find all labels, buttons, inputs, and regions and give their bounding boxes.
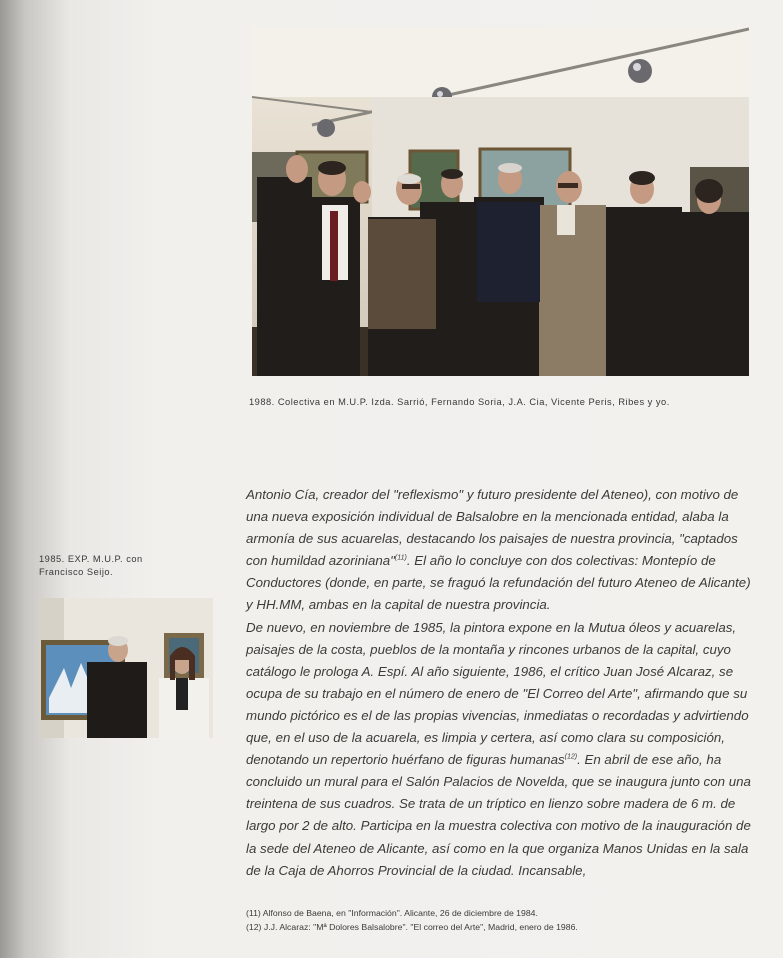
main-photo-caption: 1988. Colectiva en M.U.P. Izda. Sarrió, Fernando Soria, J.A. Cia, Vicente Peris, Ribes y yo. bbox=[249, 397, 670, 407]
body-paragraph-2-text: De nuevo, en noviembre de 1985, la pintora expone en la Mutua óleos y acuarelas, paisajes de la costa, pueblos de la montaña y rincones urbanos de la capital, cuyo catálogo le prologa A. Espí. Al año siguiente, 1986, el crítico Juan José Alcaraz, se ocupa de su trabajo en el número de enero de "El Correo del Arte", afirmando que su mundo pictórico es el de las propias vivencias, inmediatas o recordadas y advirtiendo que, en el uso de la acuarela, es limpia y certera, así como clara su composición, denotando un repertorio huérfano de figuras humanas bbox=[246, 619, 749, 768]
footnote-item bbox=[246, 920, 751, 934]
exhibition-1985-photo-image bbox=[39, 598, 213, 738]
body-text bbox=[246, 484, 751, 882]
footnote-marker: (11) bbox=[246, 908, 261, 918]
body-paragraph-1 bbox=[246, 484, 751, 617]
exhibition-group-photo-image bbox=[252, 27, 749, 376]
footnote-text: J.J. Alcaraz: "Mª Dolores Balsalobre". "El correo del Arte", Madrid, enero de 1986. bbox=[263, 922, 578, 932]
footnote-text: Alfonso de Baena, en "Información". Alicante, 26 de diciembre de 1984. bbox=[262, 908, 538, 918]
body-paragraph-1-text: Antonio Cía, creador del "reflexismo" y futuro presidente del Ateneo), con motivo de una nueva exposición individual de Balsalobre en la mencionada entidad, alaba la armonía de sus acuarelas, destacando los paisajes de nuestra provincia, "captados con humildad azoriniana" bbox=[246, 487, 739, 569]
exhibition-1985-photo bbox=[39, 598, 213, 738]
small-photo-caption: 1985. EXP. M.U.P. con Francisco Seijo. bbox=[39, 554, 143, 577]
footnote-marker: (12) bbox=[246, 922, 262, 932]
footnote-ref-12: (12) bbox=[564, 753, 578, 761]
body-paragraph-2-text-cont: . En abril de ese año, ha concluido un mural para el Salón Palacios de Novelda, que se inaugura junto con una treintena de sus cuadros. Se trata de un tríptico en lienzo sobre madera de 6 m. de largo por 2 de alto. Participa en la muestra colectiva con motivo de la inauguración de la sede del Ateneo de Alicante, así como en la que organiza Manos Unidas en la sala de la Caja de Ahorros Provincial de la ciudad. Incansable, bbox=[246, 752, 751, 878]
footnotes bbox=[246, 906, 751, 934]
footnote-ref-11: (11) bbox=[394, 554, 407, 562]
footnote-item bbox=[246, 906, 751, 920]
body-paragraph-1-text-cont: . El año lo concluye con dos colectivas: Montepío de Conductores (donde, en parte, se fraguó la refundación del futuro Ateneo de Alicante) y HH.MM, ambas en la capital de nuestra provincia. bbox=[246, 553, 751, 613]
body-paragraph-2 bbox=[246, 617, 751, 882]
exhibition-group-photo bbox=[252, 27, 749, 376]
